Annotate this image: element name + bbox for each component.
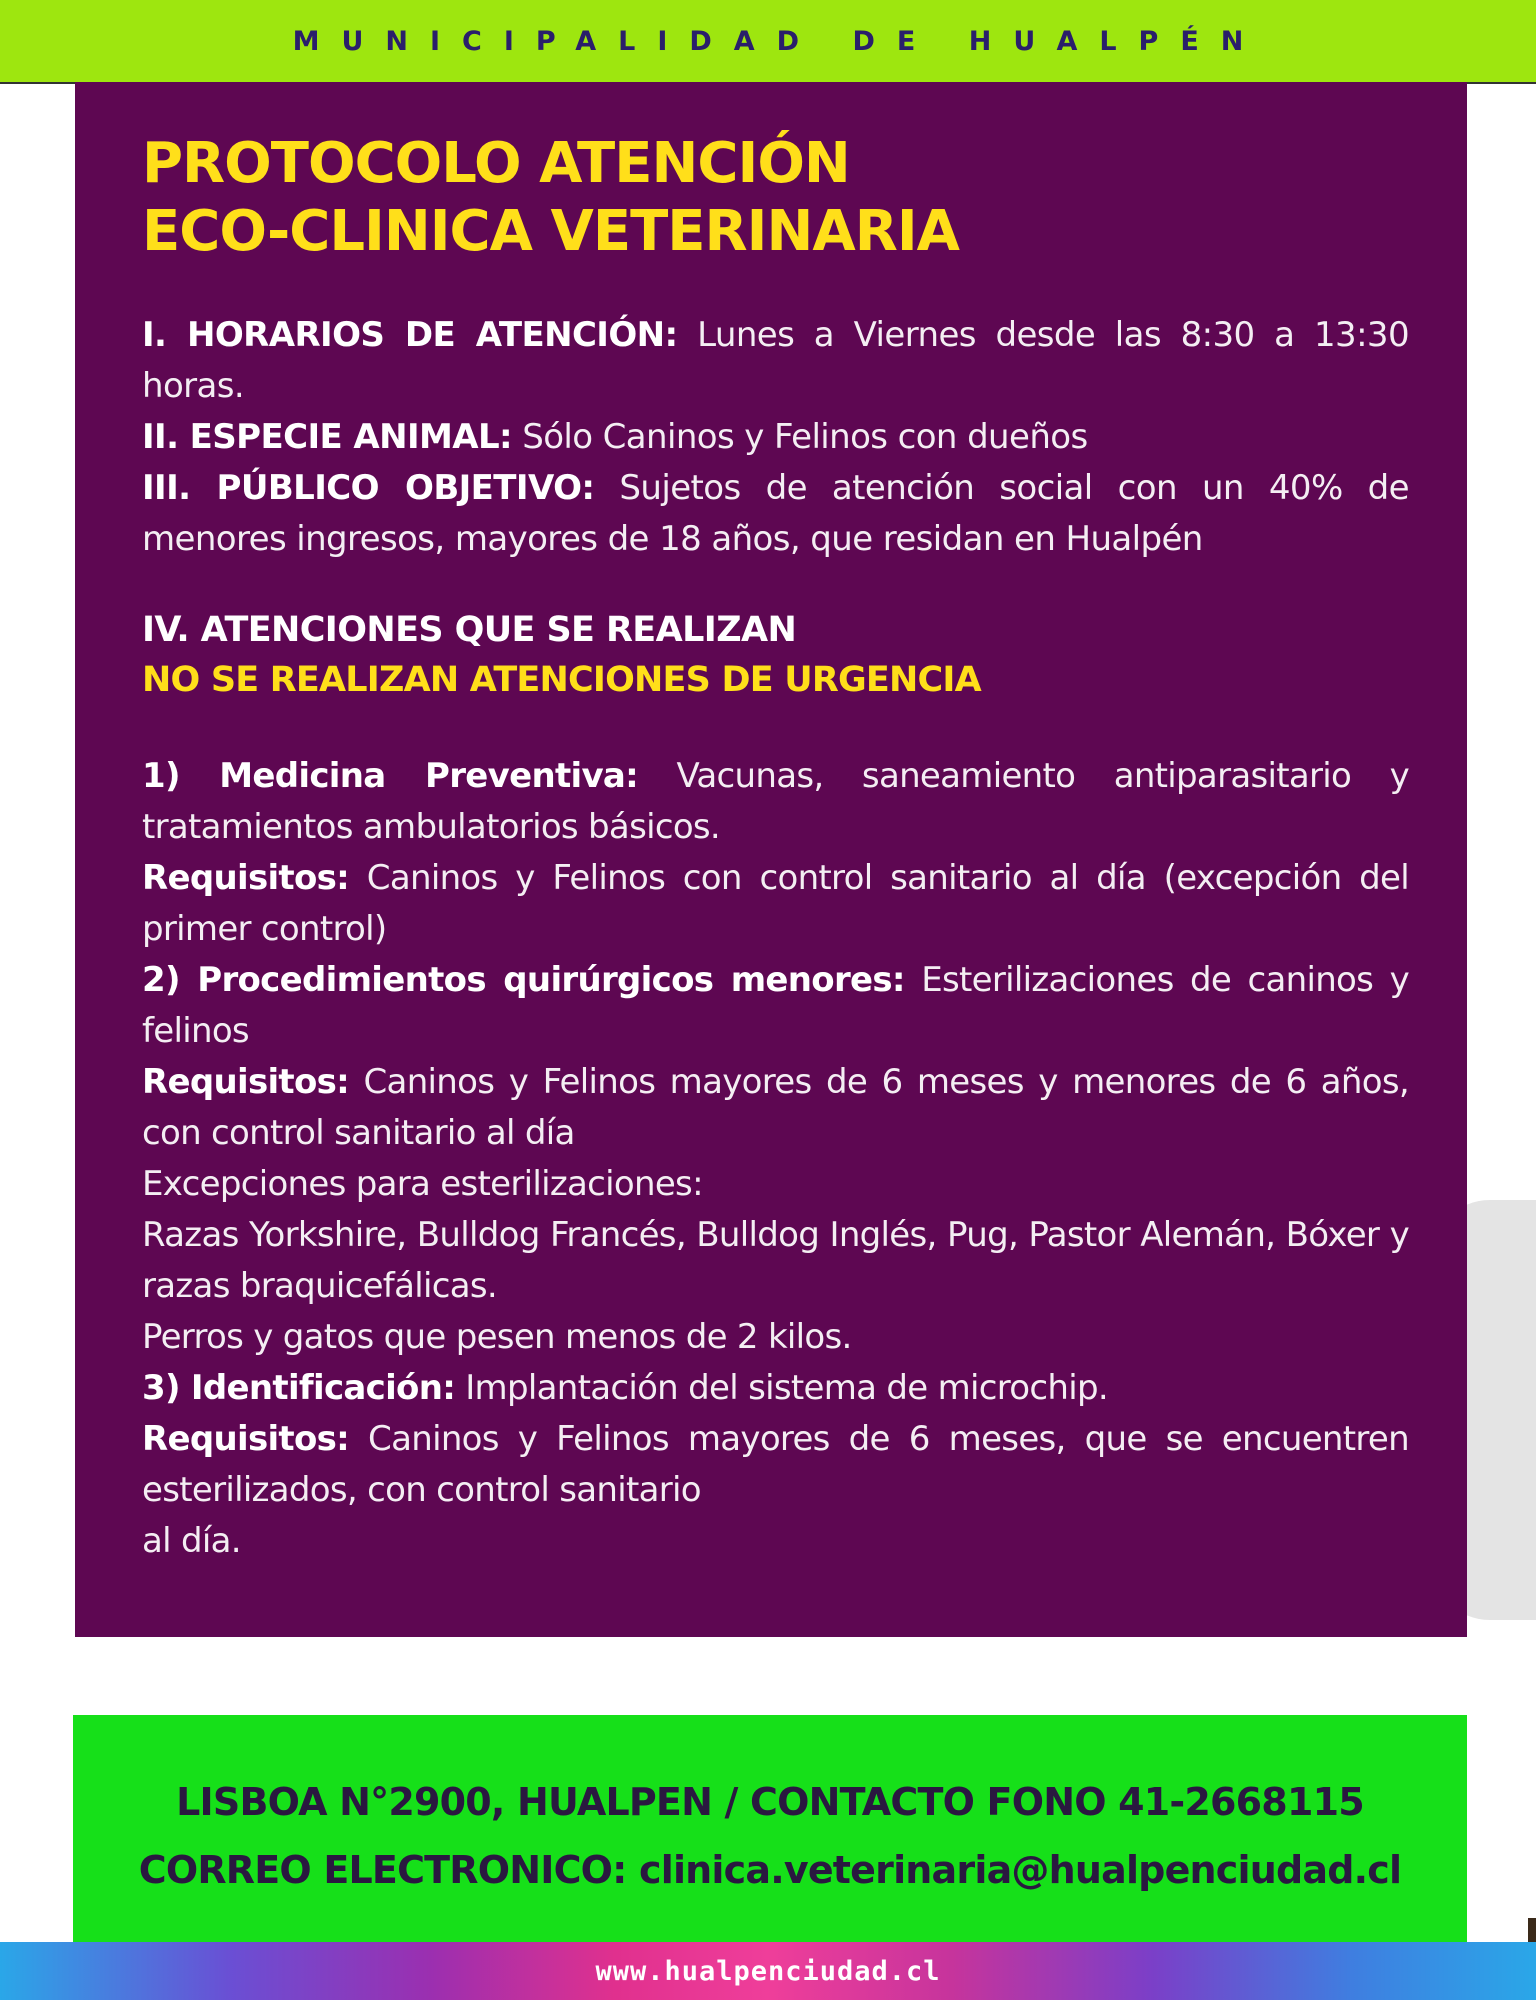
services-list	[142, 751, 1409, 1567]
requirements-text: Caninos y Felinos con control sanitario al día (excepción del primer control)	[142, 858, 1409, 949]
contact-address-phone: LISBOA N°2900, HUALPEN / CONTACTO FONO 41-2668115	[176, 1779, 1364, 1824]
service-identification-requirements	[142, 1414, 1409, 1516]
municipality-name: MUNICIPALIDAD DE HUALPÉN	[292, 25, 1266, 57]
schedule-label: I. HORARIOS DE ATENCIÓN:	[142, 315, 678, 355]
requirements-label: Requisitos:	[142, 1419, 350, 1459]
general-info	[142, 310, 1409, 565]
audience-label: III. PÚBLICO OBJETIVO:	[142, 468, 595, 508]
audience-text: Sujetos de atención social con un 40% de menores ingresos, mayores de 18 años, que residan en Hualpén	[142, 468, 1409, 559]
service-preventive-text: Vacunas, saneamiento antiparasitario y tratamientos ambulatorios básicos.	[142, 756, 1409, 847]
service-preventive	[142, 751, 1409, 853]
surgery-exceptions-weight: Perros y gatos que pesen menos de 2 kilos.	[142, 1317, 852, 1357]
species-item	[142, 412, 1409, 463]
website-link[interactable]: www.hualpenciudad.cl	[595, 1955, 941, 1987]
contact-band	[73, 1715, 1467, 1942]
service-preventive-label: 1) Medicina Preventiva:	[142, 756, 639, 796]
service-identification	[142, 1363, 1409, 1414]
title-line-1: PROTOCOLO ATENCIÓN	[142, 131, 850, 196]
surgery-exceptions-breeds: Razas Yorkshire, Bulldog Francés, Bulldog Inglés, Pug, Pastor Alemán, Bóxer y razas braquicefálicas.	[142, 1215, 1409, 1306]
audience-item	[142, 463, 1409, 565]
no-emergency-warning: NO SE REALIZAN ATENCIONES DE URGENCIA	[142, 660, 981, 700]
footer-band	[0, 1942, 1536, 2000]
service-identification-label: 3) Identificación:	[142, 1368, 456, 1408]
identification-requirements-tail: al día.	[142, 1521, 241, 1561]
requirements-label: Requisitos:	[142, 1062, 350, 1102]
page-title	[142, 130, 1409, 266]
contact-email: CORREO ELECTRONICO: clinica.veterinaria@hualpenciudad.cl	[138, 1847, 1402, 1892]
service-identification-text: Implantación del sistema de microchip.	[455, 1368, 1108, 1408]
requirements-text: Caninos y Felinos mayores de 6 meses, que se encuentren esterilizados, con control sanitario	[142, 1419, 1409, 1510]
schedule-text: Lunes a Viernes desde las 8:30 a 13:30 horas.	[142, 315, 1409, 406]
footer-edge-mark	[1528, 1918, 1536, 1942]
service-surgery-requirements	[142, 1057, 1409, 1159]
title-line-2: ECO-CLINICA VETERINARIA	[142, 199, 959, 264]
species-label: II. ESPECIE ANIMAL:	[142, 417, 513, 457]
protocol-panel	[75, 82, 1467, 1637]
service-preventive-requirements	[142, 853, 1409, 955]
requirements-text: Caninos y Felinos mayores de 6 meses y menores de 6 años, con control sanitario al día	[142, 1062, 1409, 1153]
requirements-label: Requisitos:	[142, 858, 350, 898]
services-heading-block	[142, 605, 1409, 705]
service-surgery-label: 2) Procedimientos quirúrgicos menores:	[142, 960, 905, 1000]
service-surgery-text: Esterilizaciones de caninos y felinos	[142, 960, 1409, 1051]
schedule-item	[142, 310, 1409, 412]
service-surgery	[142, 955, 1409, 1057]
services-heading: IV. ATENCIONES QUE SE REALIZAN	[142, 610, 797, 650]
municipality-header-band	[0, 0, 1536, 82]
species-text: Sólo Caninos y Felinos con dueños	[512, 417, 1088, 457]
surgery-exceptions-title: Excepciones para esterilizaciones:	[142, 1164, 703, 1204]
